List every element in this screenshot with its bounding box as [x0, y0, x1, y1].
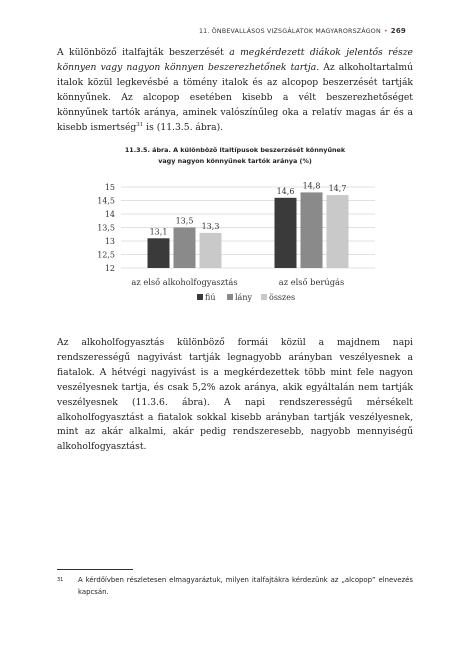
y-tick-label: 14 [104, 210, 115, 219]
y-tick-label: 13,5 [97, 223, 115, 233]
paragraph-2: Az alkoholfogyasztás különböző formái közül a majdnem napi rendszerességű nagyivást tartják legnagyobb arányban veszélyesnek a fiatalok. A hétvégi nagyivást is a megkérdezettek több mint fele nagyon veszélyesnek tartja, és csak 5,2% azok aránya, akik egyáltalán nem tartják veszélyesnek (11.3.6. ábra). A napi rendszerességű mérsékelt alkoholfogyasztást a fiatalok sokkal kisebb arányban tartják veszélyesnek, mint az akár alkalmi, akár pedig rendszeresebb, nagyobb mennyiségű alkoholfogyasztást. [57, 337, 413, 453]
para1-text-3: is (11.3.5. ábra). [143, 121, 224, 133]
x-category-label: az első alkoholfogyasztás [131, 277, 238, 287]
bar [275, 198, 297, 268]
y-tick-label: 13 [104, 237, 115, 246]
running-header [199, 27, 406, 35]
data-label: 14,6 [276, 186, 295, 196]
bar [148, 238, 170, 268]
data-label: 13,5 [175, 216, 194, 226]
data-label: 13,3 [201, 221, 220, 231]
footnote-number: 31 [57, 577, 64, 583]
para1-emphasis: a megkérdezett diákok jelentős része könnyen vagy nagyon könnyen beszerezhetőnek tartja [57, 47, 413, 73]
footnote-reference[interactable]: 31 [136, 121, 144, 128]
legend-label: összes [269, 293, 296, 302]
page-number: 269 [390, 27, 406, 35]
y-tick-label: 12,5 [97, 250, 115, 260]
paragraph-1 [57, 46, 413, 135]
footnote-text: A kérdőívben részletesen elmagyaráztuk, milyen italfajtákra kérdezünk az „alcopop” elnevezés kapcsán. [78, 576, 413, 596]
y-tick-label: 14,5 [97, 196, 115, 206]
legend-swatch [261, 294, 267, 300]
para1-text-1: A különböző italfajták beszerzését [57, 47, 230, 58]
legend-label: lány [235, 293, 252, 302]
legend-label: fiú [205, 293, 216, 302]
caption-line-2: vagy nagyon könnyűnek tartók aránya (%) [158, 157, 312, 165]
bar [174, 228, 196, 269]
bar-layer [148, 192, 349, 268]
data-label: 14,7 [328, 184, 347, 194]
footnote-rule [57, 569, 133, 570]
footnote [57, 575, 413, 598]
bar-chart [87, 174, 383, 314]
data-label: 14,8 [302, 181, 321, 191]
data-label: 13,1 [149, 227, 168, 237]
chart-legend [197, 293, 295, 302]
header-separator: • [383, 28, 388, 35]
running-title: 11. ÖNBEVALLÁSOS VIZSGÁLATOK MAGYARORSZÁGON [198, 28, 381, 35]
bar [327, 195, 349, 268]
caption-line-1: 11.3.5. ábra. A különböző italtípusok beszerzését könnyűnek [124, 146, 346, 154]
figure-caption [57, 145, 413, 167]
bar [301, 192, 323, 268]
para1-text-2: . Az alkoholtartalmú italok közül legkevésbé a tömény italok és az alcopop beszerzését tartják könnyűnek. Az alcopop esetében kisebb a vélt beszerezhetőséget könnyűnek tartók aránya, aminek valószínűleg oka a relatív magas ár és a kisebb ismertség [57, 61, 413, 133]
legend-swatch [197, 294, 203, 300]
legend-swatch [227, 294, 233, 300]
bar [200, 233, 222, 268]
x-category-label: az első berúgás [278, 277, 345, 287]
y-tick-label: 12 [104, 264, 115, 273]
y-tick-label: 15 [104, 183, 115, 192]
